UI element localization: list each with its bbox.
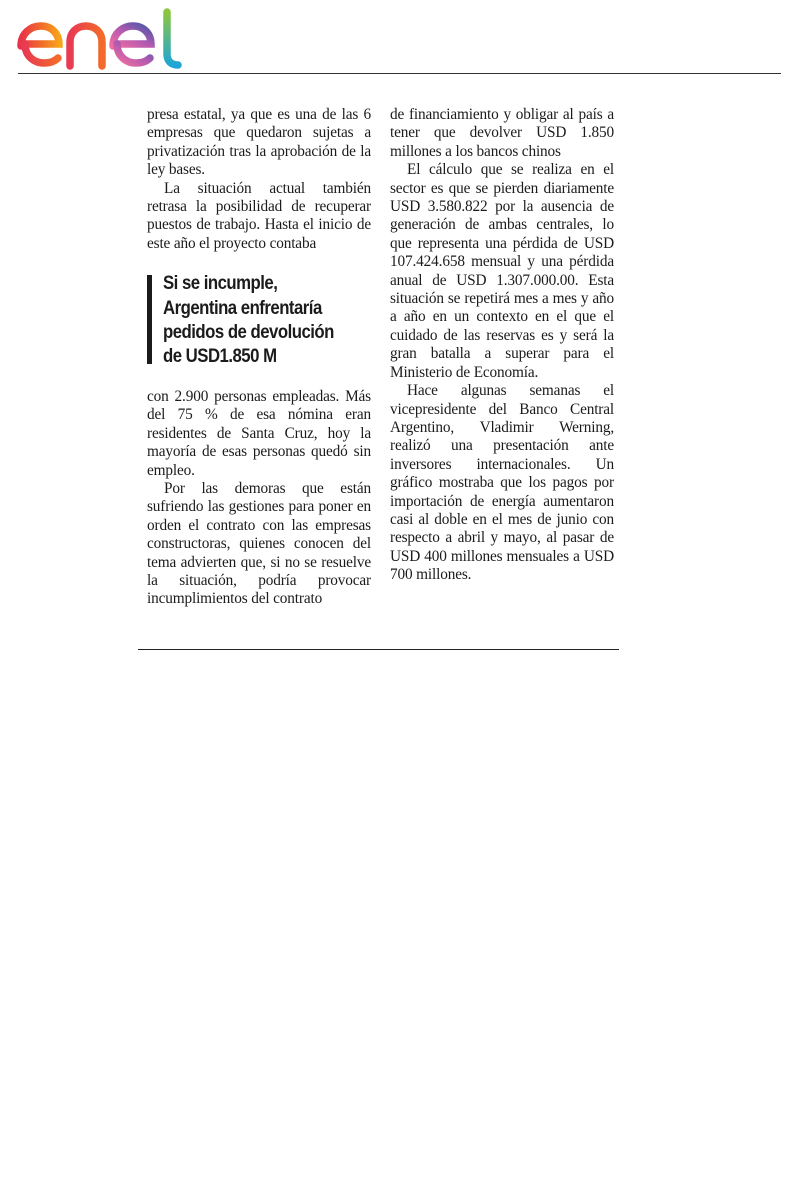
news-article [147,106,617,616]
article-paragraph: con 2.900 personas empleadas. Más del 75 % de esa nómina eran residentes de Santa Cruz, hoy la mayoría de esas personas quedó sin empleo. [147,387,371,479]
pull-quote-bar [147,275,152,364]
enel-logo [16,8,186,70]
article-column-left [147,106,371,609]
article-paragraph: de financiamiento y obligar al país a tener que devolver USD 1.850 millones a los bancos chinos [390,106,614,160]
pull-quote-text: Si se incumple, Argentina enfrentaría pedidos de devolución de USD1.850 M [163,272,334,368]
page-header [0,0,800,80]
article-end-divider [138,649,619,650]
header-divider [18,73,781,74]
article-paragraph: presa estatal, ya que es una de las 6 empresas que quedaron sujetas a privatización tras la aprobación de la ley bases. [147,106,371,179]
article-paragraph: Hace algunas semanas el vicepresidente del Banco Central Argentino, Vladimir Werning, realizó una presentación ante inversores internacionales. Un gráfico mostraba que los pagos por importación de energía aumentaron casi al doble en el mes de junio con respecto a abril y mayo, al pasar de USD 400 millones mensuales a USD 700 millones. [390,382,614,584]
article-column-right [390,106,614,585]
article-paragraph: El cálculo que se realiza en el sector es que se pierden diariamente USD 3.580.822 por la ausencia de generación de ambas centrales, lo que representa una pérdida de USD 107.424.658 mensual y una pérdida anual de USD 1.307.000.00. Esta situación se repetirá mes a mes y año a año en un contexto en el que el cuidado de las reservas es y será la gran batalla a superar para el Ministerio de Economía. [390,161,614,381]
article-paragraph: Por las demoras que están sufriendo las gestiones para poner en orden el contrato con las empresas constructoras, quienes conocen del tema advierten que, si no se resuelve la situación, podría provocar incumplimientos del contrato [147,479,371,608]
article-paragraph: La situación actual también retrasa la posibilidad de recuperar puestos de trabajo. Hasta el inicio de este año el proyecto contaba [147,179,371,252]
enel-logo-mark [16,8,186,70]
pull-quote [147,271,371,369]
